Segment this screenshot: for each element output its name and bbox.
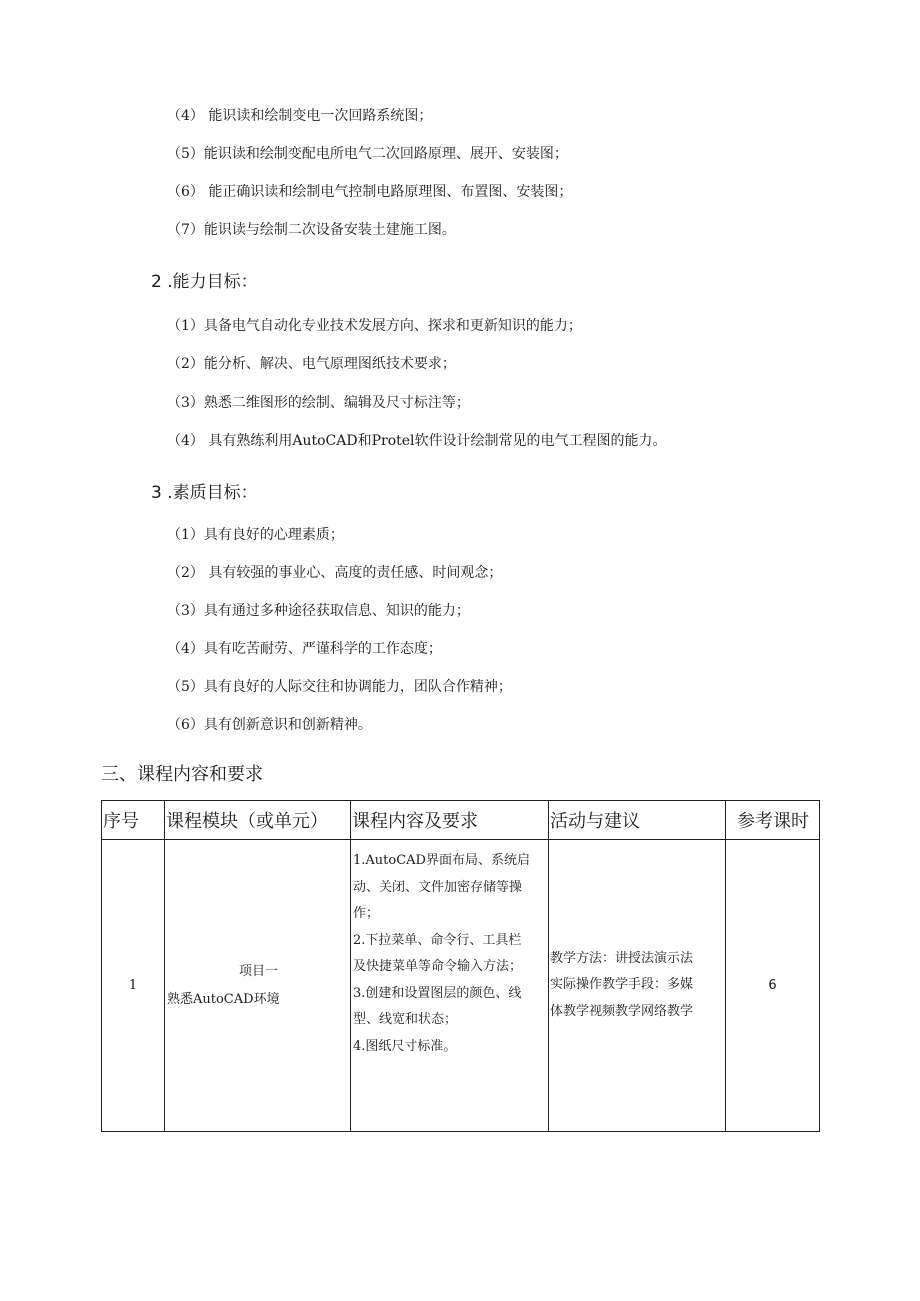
ability-item-2: （2）能分析、解决、电气原理图纸技术要求； bbox=[167, 356, 456, 372]
quality-item-5: （5）具有良好的人际交往和协调能力，团队合作精神； bbox=[167, 679, 512, 695]
content-line: 及快捷菜单等命令输入方法； bbox=[353, 959, 523, 974]
table-row bbox=[102, 840, 820, 1132]
content-line: 动、关闭、文件加密存储等操 bbox=[353, 879, 523, 895]
knowledge-item-6: （6） 能正确识读和绘制电气控制电路原理图、布置图、安装图； bbox=[167, 184, 573, 200]
knowledge-item-5: （5）能识读和绘制变配电所电气二次回路原理、展开、安装图； bbox=[167, 146, 568, 162]
quality-heading: 3 .素质目标： bbox=[151, 483, 258, 503]
ability-item-4: （4） 具有熟练利用AutoCAD和Protel软件设计绘制常见的电气工程图的能力。 bbox=[167, 433, 667, 449]
activity-line: 体教学视频教学网络教学 bbox=[550, 1003, 694, 1019]
ability-item-1: （1）具备电气自动化专业技术发展方向、探求和更新知识的能力； bbox=[167, 318, 582, 334]
content-line: 3.创建和设置图层的颜色、线 bbox=[353, 985, 522, 1001]
section-heading-course-content: 三、课程内容和要求 bbox=[101, 764, 263, 785]
ability-item-3: （3）熟悉二维图形的绘制、编辑及尺寸标注等； bbox=[167, 395, 470, 411]
course-content-table bbox=[101, 800, 820, 1132]
header-activity: 活动与建议 bbox=[549, 801, 726, 840]
cell-content bbox=[351, 840, 549, 1132]
activity-line: 教学方法：讲授法演示法 bbox=[550, 950, 694, 966]
quality-item-3: （3）具有通过多种途径获取信息、知识的能力； bbox=[167, 603, 470, 619]
knowledge-item-7: （7）能识读与绘制二次设备安装土建施工图。 bbox=[167, 222, 456, 238]
header-no: 序号 bbox=[102, 801, 165, 840]
quality-item-1: （1）具有良好的心理素质； bbox=[167, 527, 344, 543]
quality-item-6: （6）具有创新意识和创新精神。 bbox=[167, 717, 372, 733]
header-hours: 参考课时 bbox=[726, 801, 820, 840]
ability-heading: 2 .能力目标： bbox=[151, 272, 258, 292]
content-line: 型、线宽和状态； bbox=[353, 1012, 458, 1027]
module-subtitle: 熟悉AutoCAD环境 bbox=[167, 991, 280, 1007]
header-module: 课程模块（或单元） bbox=[165, 801, 351, 840]
cell-activity bbox=[549, 840, 726, 1132]
cell-no: 1 bbox=[102, 840, 165, 1132]
cell-module bbox=[165, 840, 351, 1132]
content-line: 作； bbox=[353, 906, 380, 921]
module-title: 项目一 bbox=[238, 963, 278, 979]
quality-item-4: （4）具有吃苦耐劳、严谨科学的工作态度； bbox=[167, 641, 442, 657]
table-header-row bbox=[102, 801, 820, 840]
activity-line: 实际操作教学手段：多媒 bbox=[550, 977, 694, 993]
header-content: 课程内容及要求 bbox=[351, 801, 549, 840]
content-line: 1.AutoCAD界面布局、系统启 bbox=[353, 853, 530, 868]
content-line: 2.下拉菜单、命令行、工具栏 bbox=[353, 932, 522, 948]
content-line: 4.图纸尺寸标准。 bbox=[353, 1038, 457, 1054]
knowledge-item-4: （4） 能识读和绘制变电一次回路系统图； bbox=[167, 108, 433, 124]
cell-hours: 6 bbox=[726, 840, 820, 1132]
quality-item-2: （2） 具有较强的事业心、高度的责任感、时间观念； bbox=[167, 565, 503, 581]
